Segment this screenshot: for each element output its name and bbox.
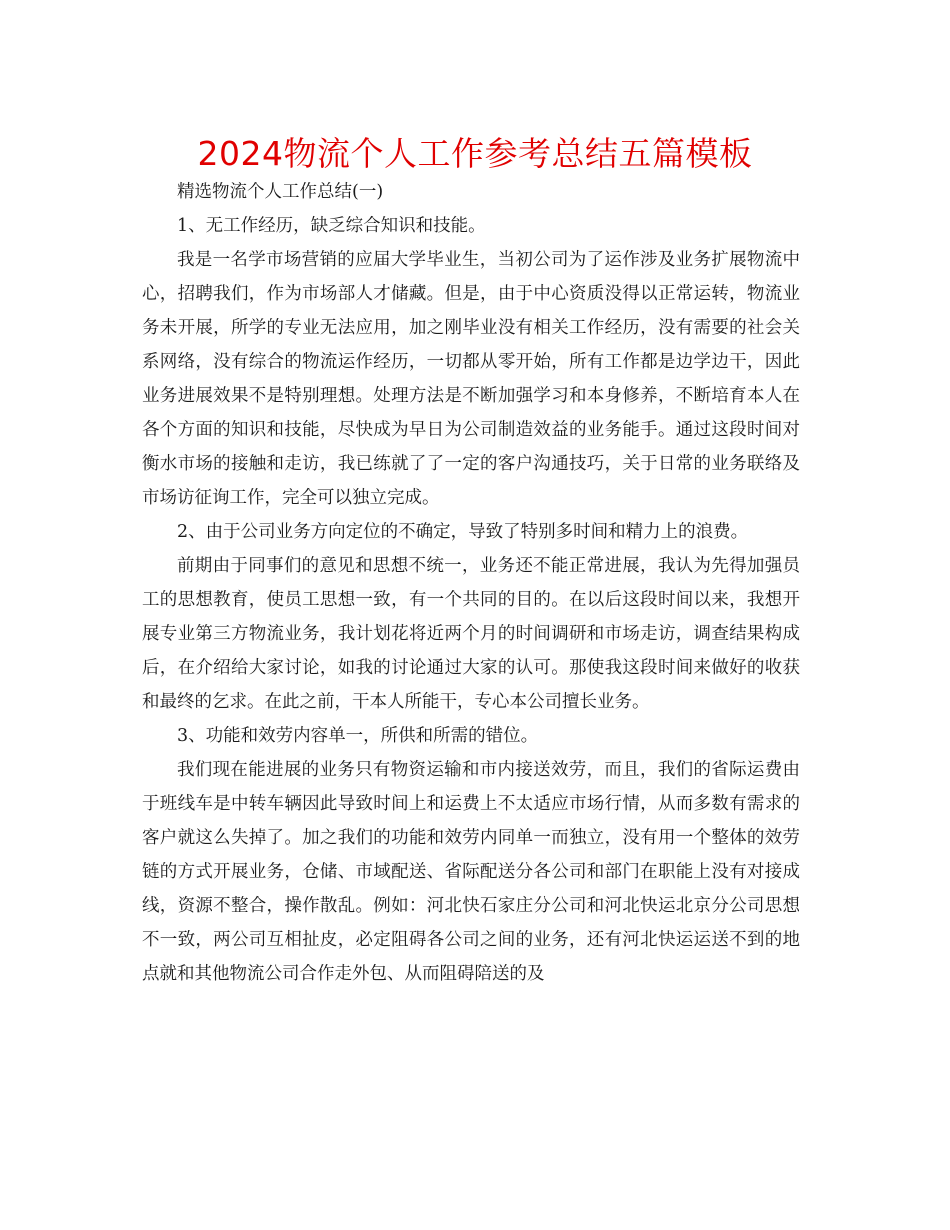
point-heading-1: 1、无工作经历，缺乏综合知识和技能。 [177, 216, 486, 236]
body-paragraph-1: 我是一名学市场营销的应届大学毕业生，当初公司为了运作涉及业务扩展物流中心，招聘我们，作为市场部人才储藏。但是，由于中心资质没得以正常运转，物流业务未开展，所学的专业无法应用，加之刚毕业没有相关工作经历，没有需要的社会关系网络，没有综合的物流运作经历，一切都从零开始，所有工作都是边学边干，因此业务进展效果不是特别理想。处理方法是不断加强学习和本身修养，不断培育本人在各个方面的知识和技能，尽快成为早日为公司制造效益的业务能手。通过这段时间对衡水市场的接触和走访，我已练就了了一定的客户沟通技巧，关于日常的业务联络及市场访征询工作，完全可以独立完成。 [142, 250, 800, 508]
section-heading: 精选物流个人工作总结(一) [177, 182, 384, 202]
document-body [142, 175, 800, 991]
body-paragraph-3: 我们现在能进展的业务只有物资运输和市内接送效劳，而且，我们的省际运费由于班线车是中转车辆因此导致时间上和运费上不太适应市场行情，从而多数有需求的客户就这么失掉了。加之我们的功能和效劳内同单一而独立，没有用一个整体的效劳链的方式开展业务，仓储、市域配送、省际配送分各公司和部门在职能上没有对接成线，资源不整合，操作散乱。例如：河北快石家庄分公司和河北快运北京分公司思想不一致，两公司互相扯皮，必定阻碍各公司之间的业务，还有河北快运运送不到的地点就和其他物流公司合作走外包、从而阻碍陪送的及 [142, 760, 800, 984]
point-heading-2: 2、由于公司业务方向定位的不确定，导致了特别多时间和精力上的浪费。 [177, 522, 749, 542]
body-paragraph-2: 前期由于同事们的意见和思想不统一，业务还不能正常进展，我认为先得加强员工的思想教育，使员工思想一致，有一个共同的目的。在以后这段时间以来，我想开展专业第三方物流业务，我计划花将近两个月的时间调研和市场走访，调查结果构成后，在介绍给大家讨论，如我的讨论通过大家的认可。那使我这段时间来做好的收获和最终的乞求。在此之前，干本人所能干，专心本公司擅长业务。 [142, 556, 800, 712]
point-heading-3: 3、功能和效劳内容单一，所供和所需的错位。 [177, 726, 539, 746]
document-title: 2024物流个人工作参考总结五篇模板 [197, 134, 753, 173]
